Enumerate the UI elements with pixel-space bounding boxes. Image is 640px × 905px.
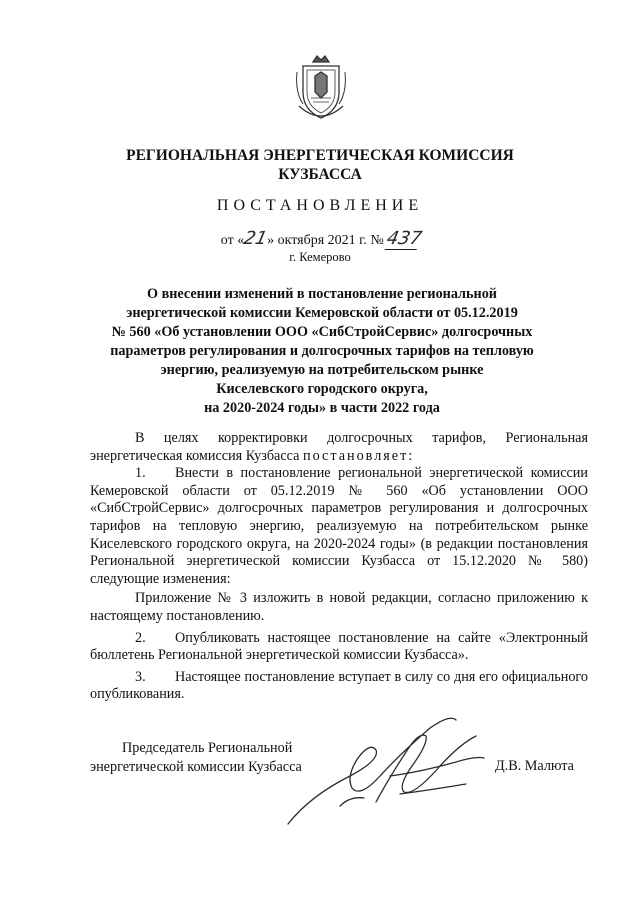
date-day-handwritten: 21 [241,228,270,249]
intro-text: В целях корректировки долгосрочных тарифов, Региональная энергетическая комиссия Кузбасса [90,430,588,464]
signatory-name: Д.В. Малюта [495,758,574,774]
organization-name [0,146,640,184]
date-prefix: от « [220,233,245,248]
subject-line: № 560 «Об установлении ООО «СибСтройСервис» долгосрочных [111,324,533,340]
signatory-title-line-1: Председатель Региональной [122,740,293,756]
intro-verb: постановляет: [302,447,415,464]
document-subject [86,285,558,418]
item-number: 1. [135,465,146,482]
document-type-heading: ПОСТАНОВЛЕНИЕ [216,197,424,214]
item-text: Приложение № 3 изложить в новой редакции, согласно приложению к настоящему постановлению. [90,590,588,624]
intro-paragraph [90,430,588,465]
item-paragraph [90,630,588,665]
handwritten-signature [280,706,490,831]
item-text: Внести в постановление региональной энергетической комиссии Кемеровской области от 05.12.2019 № 560 «Об установлении ООО «СибСтройСервис» долгосрочных параметров регулирования и долгосрочных тарифов на тепловую энергию, реализуемую на потребительском рынке Киселевского городского округа, на 2020-2024 годы» (в редакции постановления Региональной энергетической комиссии Кузбасса от 15.12.2020 № 580) следующие изменения: [90,465,588,587]
subject-line: О внесении изменений в постановление региональной [147,286,497,302]
subject-line: на 2020-2024 годы» в части 2022 года [204,400,440,416]
coat-of-arms-emblem [293,52,349,124]
document-date-line [0,228,640,250]
document-body [90,430,588,704]
subject-line: параметров регулирования и долгосрочных тарифов на тепловую [110,343,534,359]
signatory-title-line-2: энергетической комиссии Кузбасса [90,759,302,775]
document-number-handwritten: 437 [385,228,424,249]
item-number: 2. [135,629,146,646]
subject-line: Киселевского городского округа, [216,381,428,397]
item-text: Опубликовать настоящее постановление на сайте «Электронный бюллетень Региональной энергетической комиссии Кузбасса». [90,629,588,664]
date-suffix: » октября 2021 г. № [267,233,384,248]
signatory-title [90,739,302,777]
subject-line: энергию, реализуемую на потребительском рынке [160,362,484,378]
item-number: 3. [135,668,146,685]
organization-line-2: КУЗБАССА [278,166,362,183]
subject-line: энергетической комиссии Кемеровской области от 05.12.2019 [126,305,518,321]
item-text: Настоящее постановление вступает в силу со дня его официального опубликования. [90,668,588,703]
organization-line-1: РЕГИОНАЛЬНАЯ ЭНЕРГЕТИЧЕСКАЯ КОМИССИЯ [126,147,514,164]
item-paragraph [90,669,588,704]
item-paragraph [90,590,588,625]
city-label: г. Кемерово [289,250,351,264]
item-paragraph [90,465,588,588]
